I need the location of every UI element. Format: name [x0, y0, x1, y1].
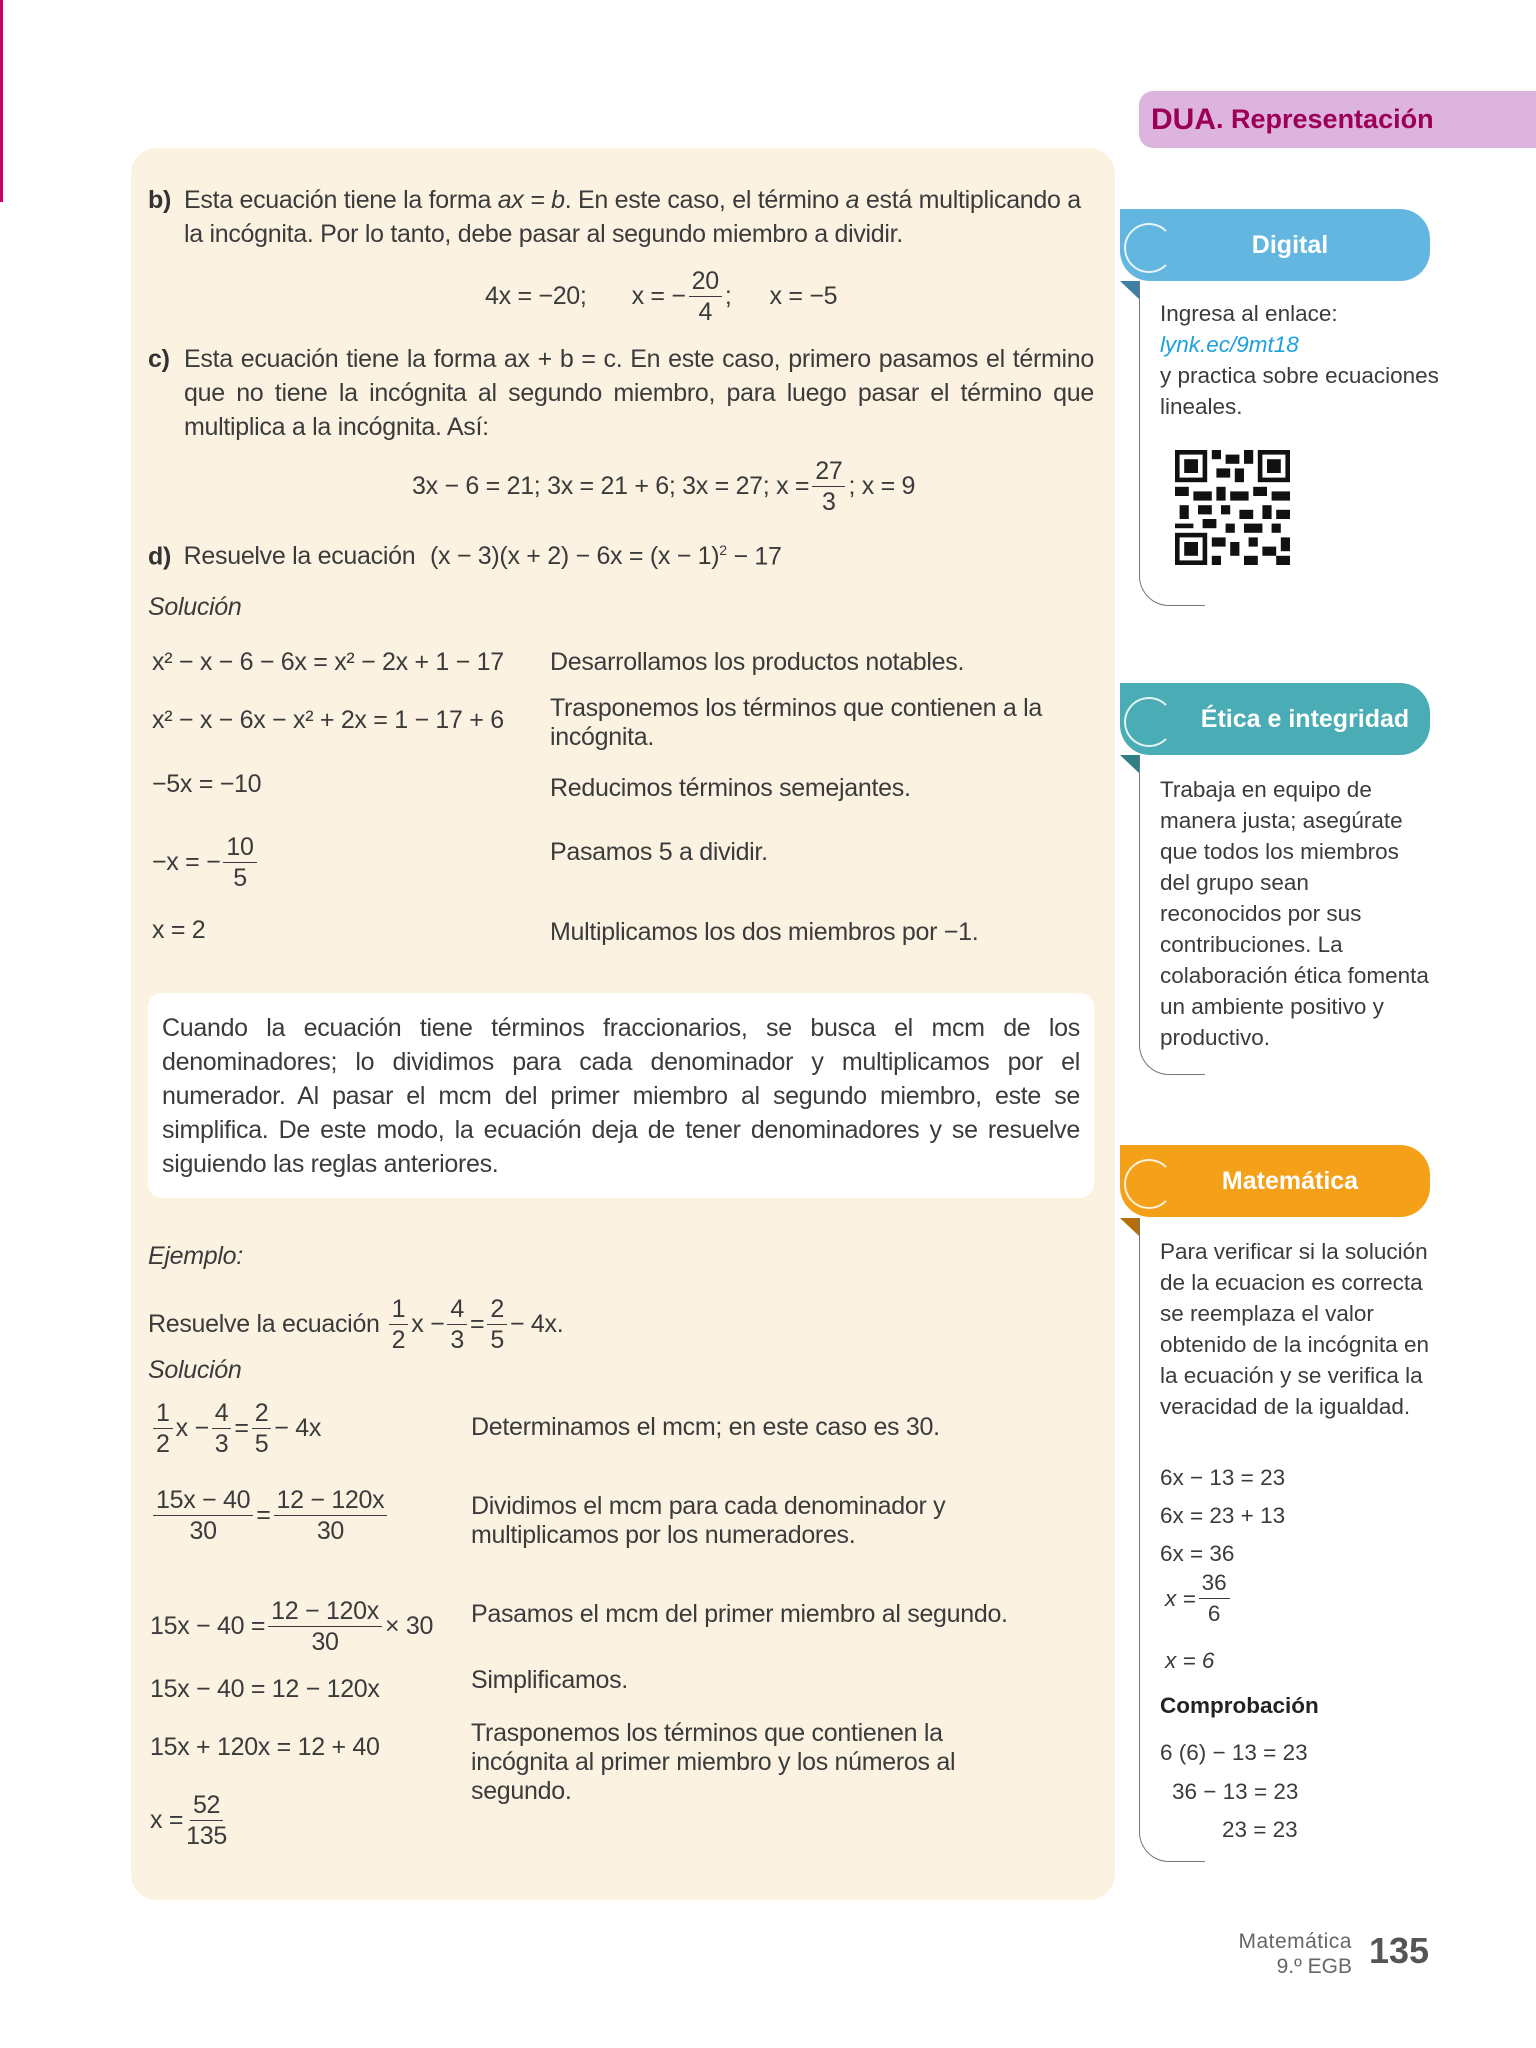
formula: ax = b [497, 186, 565, 214]
denominator: 2 [156, 1430, 170, 1458]
ex-step-expr [150, 1398, 321, 1459]
matematica-text: Para verificar si la solución de la ecuacion es correcta se reemplaza el valor obtenido de la incógnita en la ecuación y se verifica la veracidad de la igualdad. [1160, 1239, 1429, 1419]
digital-title: Digital [1251, 230, 1329, 259]
note-text: Cuando la ecuación tiene términos fraccionarios, se busca el mcm de los denominadores; lo dividimos para cada denominador y multiplicamos por el numerador. Al pasar el mcm del primer miembro al segundo miembro, este se simplifica. De este modo, la ecuación deja de tener denominadores y se resuelve siguiendo las reglas anteriores. [162, 1014, 1080, 1178]
matematica-steps [1160, 1459, 1440, 1573]
fold-decoration [1120, 755, 1139, 773]
equation-b [485, 266, 837, 327]
item-c-label: c) [148, 345, 170, 373]
example-statement [148, 1294, 563, 1355]
text: Esta ecuación tiene la forma [184, 186, 498, 214]
step-desc: Trasponemos los términos que contienen a la incógnita. [550, 694, 1043, 751]
text: . En este caso, el término [564, 186, 846, 214]
example-text: Resuelve la ecuación [148, 1310, 380, 1338]
numerator: 4 [447, 1294, 467, 1325]
page-edge-line [0, 0, 3, 202]
matematica-title: Matemática [1221, 1166, 1359, 1195]
etica-title: Ética e integridad [1200, 704, 1410, 733]
step-expr: −5x = −10 [152, 770, 262, 798]
eq-part: = [470, 1310, 485, 1338]
fraction [812, 456, 845, 517]
example-label: Ejemplo: [148, 1242, 243, 1270]
fraction [186, 1790, 227, 1851]
formula: a [845, 186, 860, 214]
ring-icon [1124, 697, 1174, 747]
math-result: x = 6 [1165, 1648, 1215, 1673]
item-d-expr-end: − 17 [726, 542, 782, 571]
eq-part: 3x − 6 = 21; 3x = 21 + 6; 3x = 27; x = [412, 472, 810, 500]
eq-part: x = [1165, 1585, 1196, 1611]
item-d-text: Resuelve la ecuación [183, 542, 416, 571]
denominator: 135 [186, 1822, 227, 1850]
etica-text: Trabaja en equipo de manera justa; asegúrate que todos los miembros del grupo sean reconocidos por sus contribuciones. La colaboración ética fomenta un ambiente positivo y productivo. [1160, 777, 1429, 1050]
eq-part: − 4x. [509, 1310, 564, 1338]
check-step: 36 − 13 = 23 [1172, 1778, 1299, 1804]
step-expr [152, 832, 260, 893]
eq-part: = [256, 1501, 271, 1529]
ex-step-expr [150, 1485, 390, 1546]
fraction [153, 1398, 173, 1459]
numerator: 12 − 120x [274, 1485, 388, 1516]
exponent: 2 [719, 542, 727, 558]
eq-part: ; x = 9 [848, 472, 916, 500]
page-number: 135 [1369, 1930, 1430, 1971]
fraction [252, 1398, 272, 1459]
eq-part: − 4x [274, 1414, 322, 1442]
denominator: 5 [254, 1430, 269, 1458]
digital-text-1: Ingresa al enlace: [1160, 301, 1338, 326]
fraction [223, 832, 256, 893]
eq-part: x = −5 [769, 282, 838, 310]
math-step: 6x = 23 + 13 [1160, 1503, 1286, 1528]
ex-step-expr: 15x + 120x = 12 + 40 [150, 1733, 380, 1761]
item-d-expr: (x − 3)(x + 2) − 6x = (x − 1) [429, 542, 720, 571]
ex-step-desc: Determinamos el mcm; en este caso es 30. [471, 1413, 940, 1441]
fraction [389, 1294, 409, 1355]
numerator: 36 [1199, 1568, 1230, 1599]
fold-decoration [1120, 1218, 1139, 1236]
ex-step-expr: 15x − 40 = 12 − 120x [150, 1675, 380, 1703]
denominator: 30 [311, 1628, 339, 1656]
example-solution-label: Solución [148, 1356, 242, 1384]
check-steps [1160, 1734, 1440, 1850]
item-c-text: Esta ecuación tiene la forma ax + b = c. En este caso, primero pasamos el término que no tiene la incógnita al segundo miembro, para luego pasar el término que multiplica a la incógnita. Así: [184, 345, 1094, 441]
note-box [148, 993, 1094, 1198]
check-step: 23 = 23 [1222, 1817, 1298, 1842]
fraction [153, 1485, 253, 1546]
numerator: 12 − 120x [268, 1596, 382, 1627]
numerator: 27 [812, 456, 845, 487]
dua-bold: DUA [1151, 102, 1216, 136]
step-desc: Pasamos 5 a dividir. [550, 838, 768, 866]
math-fraction-step [1165, 1568, 1233, 1629]
ex-step-expr [150, 1596, 433, 1657]
footer-subject: Matemática [1238, 1930, 1352, 1953]
eq-part: x = − [631, 282, 686, 310]
check-label: Comprobación [1160, 1693, 1319, 1718]
eq-part: 4x = −20; [485, 282, 587, 310]
numerator: 1 [153, 1398, 173, 1429]
digital-header [1120, 209, 1430, 281]
numerator: 10 [223, 832, 256, 863]
denominator: 3 [450, 1326, 465, 1354]
eq-part: × 30 [384, 1612, 434, 1640]
dua-title: . Representación [1216, 104, 1434, 134]
footer-grade: 9.º EGB [1276, 1955, 1352, 1978]
fold-decoration [1120, 281, 1139, 299]
math-step: 6x = 36 [1160, 1541, 1235, 1566]
matematica-header [1120, 1145, 1430, 1217]
fraction [447, 1294, 467, 1355]
denominator: 3 [822, 488, 836, 516]
eq-part: ; [724, 282, 732, 310]
numerator: 1 [389, 1294, 409, 1325]
denominator: 30 [189, 1517, 217, 1545]
step-expr: x² − x − 6 − 6x = x² − 2x + 1 − 17 [152, 648, 504, 676]
denominator: 6 [1207, 1601, 1221, 1626]
equation-c [412, 456, 915, 517]
denominator: 5 [490, 1326, 504, 1354]
ex-step-desc: Simplificamos. [471, 1666, 628, 1694]
step-expr: x² − x − 6x − x² + 2x = 1 − 17 + 6 [152, 706, 504, 734]
denominator: 4 [698, 298, 713, 326]
item-d [148, 533, 782, 573]
denominator: 5 [233, 864, 247, 892]
ring-icon [1124, 1159, 1174, 1209]
numerator: 20 [689, 266, 722, 297]
check-step: 6 (6) − 13 = 23 [1160, 1740, 1308, 1765]
qr-code-icon[interactable] [1175, 450, 1290, 565]
numerator: 4 [212, 1398, 232, 1429]
item-b-text [184, 183, 1094, 251]
step-expr: x = 2 [152, 916, 206, 944]
eq-part: x = [150, 1806, 184, 1834]
denominator: 30 [316, 1517, 345, 1545]
eq-part: −x = − [152, 848, 221, 876]
step-desc: Multiplicamos los dos miembros por −1. [550, 918, 979, 946]
fraction [274, 1485, 388, 1546]
denominator: 2 [391, 1326, 406, 1354]
fraction [212, 1398, 232, 1459]
item-b-label: b) [148, 186, 171, 214]
item-d-label: d) [148, 542, 171, 571]
fraction [487, 1294, 507, 1355]
eq-part: = [234, 1414, 249, 1442]
fraction [689, 266, 722, 327]
solution-label: Solución [148, 593, 242, 621]
eq-part: x − [411, 1310, 445, 1338]
numerator: 52 [190, 1790, 223, 1821]
dua-header [1139, 91, 1536, 148]
ex-step-desc: Dividimos el mcm para cada denominador y multiplicamos por los numeradores. [471, 1492, 946, 1549]
text: está multiplicando a la incógnita. Por lo tanto, debe pasar al segundo miembro a dividir. [184, 186, 1081, 248]
ring-icon [1124, 223, 1174, 273]
numerator: 15x − 40 [153, 1485, 253, 1516]
digital-text-2: y practica sobre ecuaciones lineales. [1160, 363, 1439, 419]
digital-text [1160, 298, 1440, 422]
step-desc: Desarrollamos los productos notables. [550, 648, 965, 676]
fraction [268, 1596, 382, 1657]
ex-step-desc: Trasponemos los términos que contienen la incógnita al primer miembro y los números al segundo. [471, 1719, 956, 1805]
math-step: 6x − 13 = 23 [1160, 1465, 1286, 1490]
eq-part: x − [175, 1414, 209, 1442]
ex-step-desc: Pasamos el mcm del primer miembro al segundo. [471, 1600, 1008, 1628]
step-desc: Reducimos términos semejantes. [550, 774, 911, 802]
digital-link[interactable]: lynk.ec/9mt18 [1160, 332, 1299, 357]
numerator: 2 [487, 1294, 507, 1325]
numerator: 2 [252, 1398, 272, 1429]
ex-step-expr [150, 1790, 230, 1851]
eq-part: 15x − 40 = [150, 1612, 266, 1640]
fraction [1199, 1568, 1230, 1629]
denominator: 3 [214, 1430, 229, 1458]
etica-header [1120, 683, 1430, 755]
